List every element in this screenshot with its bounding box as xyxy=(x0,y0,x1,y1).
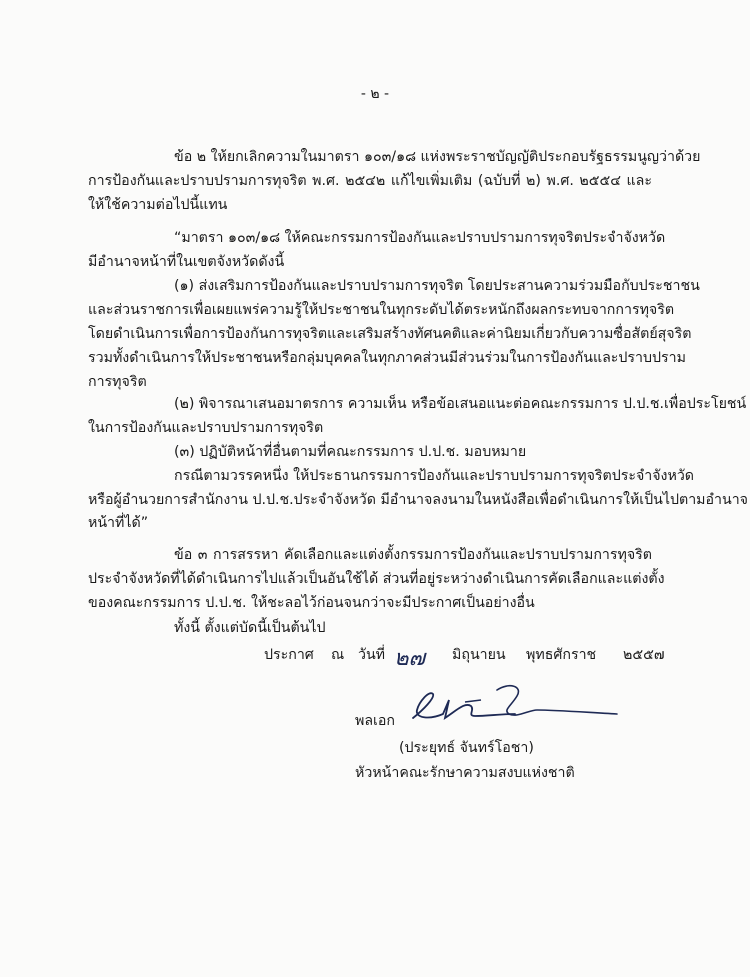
text-line-17: ข้อ ๓ การสรรหา คัดเลือกและแต่งตั้งกรรมการป้องกันและปราบปรามการทุจริต xyxy=(174,547,652,563)
text-line-16: หน้าที่ได้” xyxy=(88,515,149,531)
signature-title: หัวหน้าคณะรักษาความสงบแห่งชาติ xyxy=(355,765,575,781)
announce-era: พุทธศักราช xyxy=(526,647,597,663)
text-line-18: ประจำจังหวัดที่ได้ดำเนินการไปแล้วเป็นอันใช้ได้ ส่วนที่อยู่ระหว่างดำเนินการคัดเลือกและแต่งตั้ง xyxy=(88,571,665,587)
text-line-2: การป้องกันและปราบปรามการทุจริต พ.ศ. ๒๕๔๒ แก้ไขเพิ่มเติม (ฉบับที่ ๒) พ.ศ. ๒๕๕๔ และ xyxy=(88,173,652,189)
signature-rank: พลเอก xyxy=(355,713,396,729)
announce-day-label: วันที่ xyxy=(358,647,386,663)
announce-year: ๒๕๕๗ xyxy=(623,647,665,663)
text-line-6: (๑) ส่งเสริมการป้องกันและปราบปรามการทุจริต โดยประสานความร่วมมือกับประชาชน xyxy=(174,278,700,294)
page-number: - ๒ - xyxy=(360,86,390,102)
text-line-20: ทั้งนี้ ตั้งแต่บัดนี้เป็นต้นไป xyxy=(174,620,326,636)
text-line-5: มีอำนาจหน้าที่ในเขตจังหวัดดังนี้ xyxy=(88,254,285,270)
text-line-3: ให้ใช้ความต่อไปนี้แทน xyxy=(88,197,228,213)
announce-at: ณ xyxy=(331,647,345,663)
text-line-7: และส่วนราชการเพื่อเผยแพร่ความรู้ให้ประชาชนในทุกระดับได้ตระหนักถึงผลกระทบจากการทุจริต xyxy=(88,302,675,318)
handwritten-signature xyxy=(405,680,625,730)
text-line-9: รวมทั้งดำเนินการให้ประชาชนหรือกลุ่มบุคคลในทุกภาคส่วนมีส่วนร่วมในการป้องกันและปราบปราม xyxy=(88,350,686,366)
text-line-10: การทุจริต xyxy=(88,374,147,390)
text-line-8: โดยดำเนินการเพื่อการป้องกันการทุจริตและเสริมสร้างทัศนคติและค่านิยมเกี่ยวกับความซื่อสัตย์สุจริต xyxy=(88,326,692,342)
text-line-4: “มาตรา ๑๐๓/๑๘ ให้คณะกรรมการป้องกันและปราบปรามการทุจริตประจำจังหวัด xyxy=(174,230,666,246)
text-line-1: ข้อ ๒ ให้ยกเลิกความในมาตรา ๑๐๓/๑๘ แห่งพระราชบัญญัติประกอบรัฐธรรมนูญว่าด้วย xyxy=(174,149,701,165)
announce-prefix: ประกาศ xyxy=(264,647,314,663)
announce-day-handwritten: ๒๗ xyxy=(394,646,426,671)
text-line-11: (๒) พิจารณาเสนอมาตรการ ความเห็น หรือข้อเสนอแนะต่อคณะกรรมการ ป.ป.ช.เพื่อประโยชน์ xyxy=(174,396,747,412)
announce-month: มิถุนายน xyxy=(452,647,506,663)
text-line-13: (๓) ปฏิบัติหน้าที่อื่นตามที่คณะกรรมการ ป.ป.ช. มอบหมาย xyxy=(174,444,527,460)
signature-name: (ประยุทธ์ จันทร์โอชา) xyxy=(399,740,534,756)
text-line-14: กรณีตามวรรคหนึ่ง ให้ประธานกรรมการป้องกันและปราบปรามการทุจริตประจำจังหวัด xyxy=(174,468,695,484)
text-line-19: ของคณะกรรมการ ป.ป.ช. ให้ชะลอไว้ก่อนจนกว่าจะมีประกาศเป็นอย่างอื่น xyxy=(88,595,535,611)
text-line-15: หรือผู้อำนวยการสำนักงาน ป.ป.ช.ประจำจังหวัด มีอำนาจลงนามในหนังสือเพื่อดำเนินการให้เป็นไปตามอำนาจ xyxy=(88,492,748,508)
text-line-12: ในการป้องกันและปราบปรามการทุจริต xyxy=(88,420,324,436)
